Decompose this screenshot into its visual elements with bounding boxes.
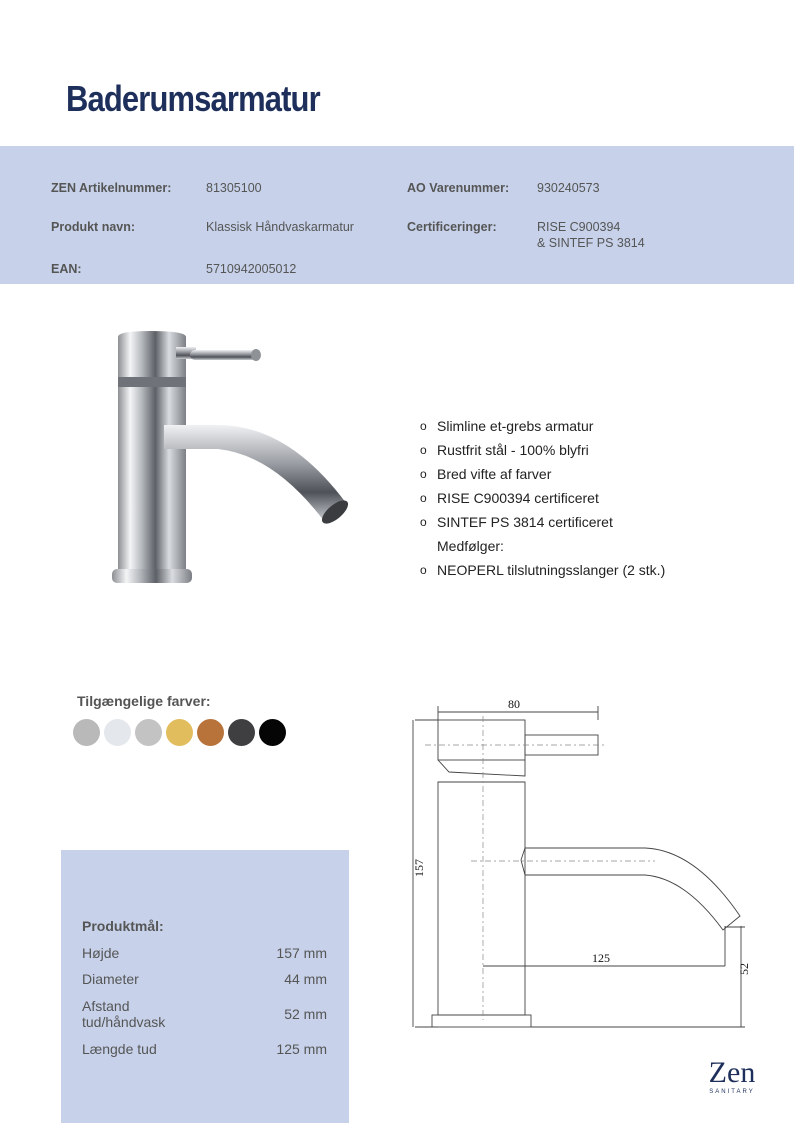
bullet-icon: o [420,443,427,457]
dim-clearance-label-line2: tud/håndvask [82,1014,166,1030]
bullet-icon: o [420,467,427,481]
feature-item: o RISE C900394 certificeret [420,490,599,506]
swatch-copper[interactable] [197,719,224,746]
dim-height-label: Højde [82,945,120,961]
feature-subheading: Medfølger: [437,538,504,554]
swatch-brushed-steel[interactable] [73,719,100,746]
feature-item: o Rustfrit stål - 100% blyfri [420,442,589,458]
available-colors-heading: Tilgængelige farver: [77,693,211,709]
swatch-satin[interactable] [135,719,162,746]
dim-spout-length-value: 125 mm [276,1041,327,1057]
dim-clearance-value: 52 mm [284,1006,327,1022]
product-name-label: Produkt navn: [51,220,136,234]
feature-item: o SINTEF PS 3814 certificeret [420,514,613,530]
certification-value-2: & SINTEF PS 3814 [537,236,645,250]
dim-height-text: 157 [412,859,426,877]
dim-spout-length-label: Længde tud [82,1041,157,1057]
faucet-product-photo [100,325,360,590]
ean-value: 5710942005012 [206,262,297,276]
dim-width-text: 80 [508,697,520,711]
dim-clearance-text: 52 [737,963,751,975]
ean-label: EAN: [51,262,82,276]
zen-article-label: ZEN Artikelnummer: [51,181,172,195]
swatch-black[interactable] [259,719,286,746]
dim-clearance-label-line1: Afstand [82,998,130,1014]
product-info-band [0,146,794,284]
ao-number-value: 930240573 [537,181,600,195]
dimensions-heading: Produktmål: [82,918,164,934]
swatch-gunmetal[interactable] [228,719,255,746]
feature-list [420,416,665,584]
zen-sanitary-logo: Zen SANITARY [708,1056,756,1095]
bullet-icon: o [420,419,427,433]
page-title: Baderumsarmatur [66,78,320,119]
ao-number-label: AO Varenummer: [407,181,510,195]
dim-diameter-value: 44 mm [284,971,327,987]
bullet-icon: o [420,491,427,505]
certifications-label: Certificeringer: [407,220,497,234]
feature-item: o Bred vifte af farver [420,466,552,482]
product-name-value: Klassisk Håndvaskarmatur [206,220,354,234]
dim-height-value: 157 mm [276,945,327,961]
feature-item: o Slimline et-grebs armatur [420,418,594,434]
bullet-icon: o [420,563,427,577]
zen-article-value: 81305100 [206,181,262,195]
technical-drawing [395,690,755,1035]
swatch-chrome[interactable] [104,719,131,746]
bullet-icon: o [420,515,427,529]
feature-item: o NEOPERL tilslutningsslanger (2 stk.) [420,562,666,578]
certification-value-1: RISE C900394 [537,220,621,234]
dim-diameter-label: Diameter [82,971,139,987]
dim-spout-text: 125 [592,951,610,965]
swatch-brushed-gold[interactable] [166,719,193,746]
